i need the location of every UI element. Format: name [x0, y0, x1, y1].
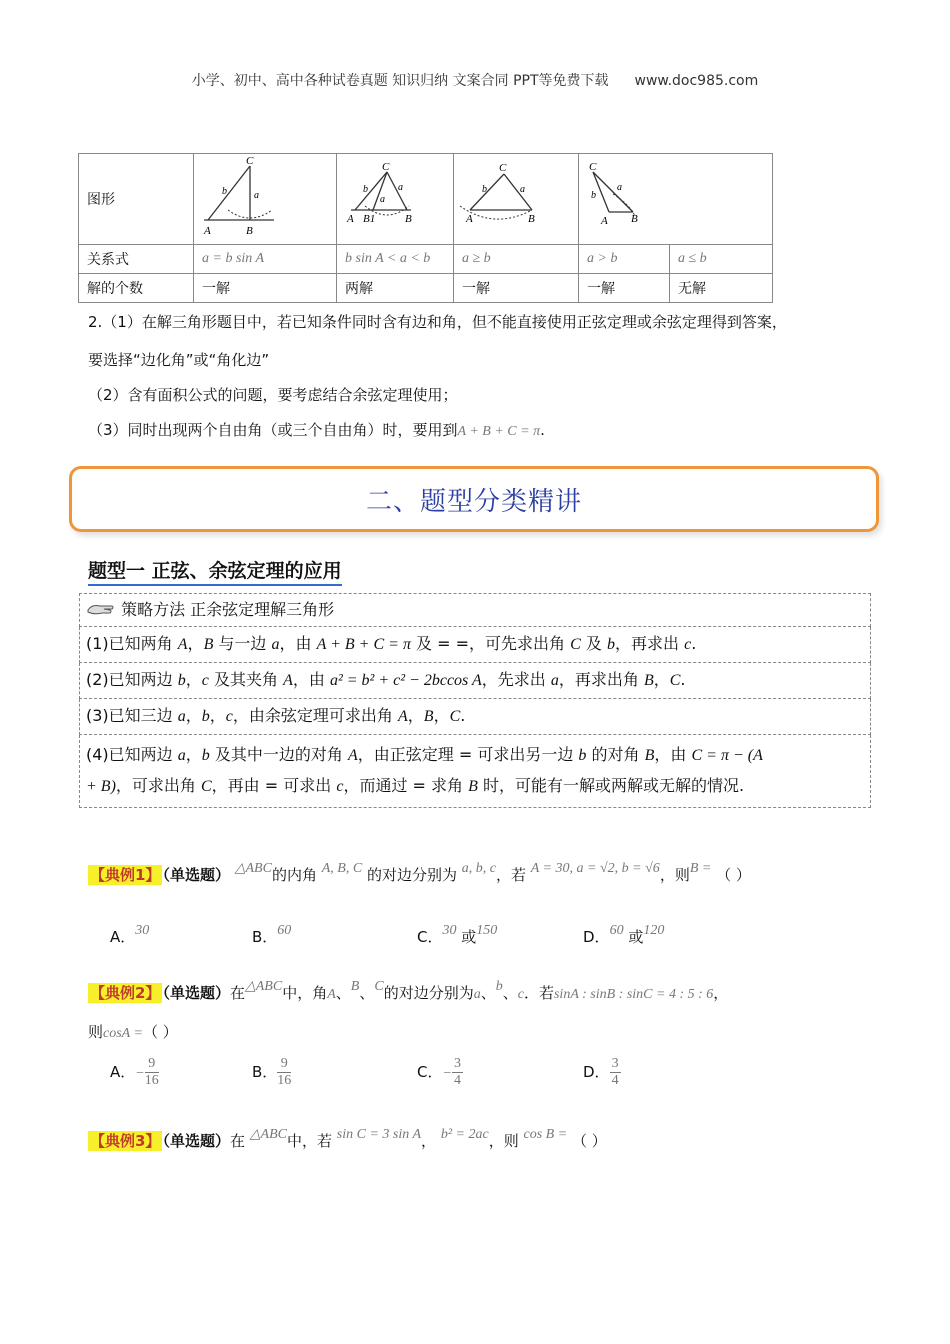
header-site[interactable]: www.doc985.com	[634, 73, 759, 89]
option-or: 或	[628, 928, 644, 946]
note-2-line-2: 要选择“边化角”或“角化边”	[88, 351, 270, 369]
fig4-label-c: C	[589, 161, 597, 173]
e1-math: A, B, C	[321, 861, 363, 876]
solution-count-table	[78, 153, 773, 303]
note-2-part-3-text: （3）同时出现两个自由角（或三个自由角）时，要用到	[88, 421, 458, 439]
fig3-label-b: b	[482, 184, 487, 195]
fig2-label-a1: a	[398, 182, 403, 193]
triangle-figure-3	[454, 154, 578, 244]
denominator: 4	[453, 1073, 461, 1088]
option-sign: −	[442, 1066, 452, 1081]
s2-text: .	[680, 670, 686, 689]
option-fraction	[452, 1056, 463, 1089]
relation-4: a > b	[579, 245, 670, 274]
s2-formula: a² = b² + c² − 2bccos A	[329, 672, 482, 689]
e2-text: 中，角	[282, 984, 328, 1002]
strategy-item-2	[79, 663, 871, 699]
s1-text: ，再求出	[615, 634, 685, 653]
s3-var: C	[449, 708, 461, 725]
option-value: 150	[476, 923, 498, 938]
e2-math: B	[350, 979, 360, 994]
e1-text: 的内角	[271, 866, 317, 884]
strategy-item-1	[79, 627, 871, 663]
header-text: 小学、初中、高中各种试卷真题 知识归纳 文案合同 PPT等免费下载	[191, 73, 609, 89]
s1-text: 及	[580, 634, 607, 653]
s4-var: B	[468, 778, 478, 795]
count-3: 一解	[454, 274, 579, 303]
s3-var: c	[225, 708, 233, 725]
e1-option-a[interactable]	[110, 923, 150, 947]
example-1-type: （单选题）	[162, 866, 230, 884]
relation-5: a ≤ b	[670, 245, 773, 274]
option-value: 120	[643, 923, 665, 938]
triangle-figure-4	[579, 154, 769, 244]
s1-var: b	[607, 636, 615, 653]
option-letter: B．	[252, 1063, 278, 1081]
s3-text: ，	[185, 706, 202, 725]
s2-text: ，由	[292, 670, 330, 689]
option-letter: D．	[583, 1063, 610, 1081]
s1-text: (1)已知两角	[86, 634, 178, 653]
figure-one-solution-obtuse	[454, 154, 579, 245]
fig2-label-b: b	[363, 184, 368, 195]
numerator: 3	[611, 1056, 619, 1071]
e1-text: 的对边分别为	[366, 866, 457, 884]
s3-text: .	[460, 706, 466, 725]
option-letter: A．	[110, 1063, 136, 1081]
numerator: 3	[453, 1056, 461, 1071]
e2-option-a[interactable]	[110, 1056, 159, 1089]
e2-text: 、	[480, 984, 496, 1002]
s3-var: A	[398, 708, 408, 725]
s4-var: b	[578, 747, 587, 764]
example-2-question	[88, 979, 729, 1003]
e2-text: 的对边分别为	[383, 984, 474, 1002]
option-fraction	[145, 1056, 159, 1089]
banner-title: 二、题型分类精讲	[365, 486, 582, 517]
e3-math: △ABC	[249, 1127, 287, 1142]
example-1-question	[88, 861, 751, 885]
e1-math: △ABC	[234, 861, 272, 876]
s4-var: C	[201, 778, 212, 795]
s4-var: a	[177, 747, 186, 764]
e2-option-b[interactable]	[252, 1056, 291, 1089]
s4-formula: + B)	[86, 778, 116, 795]
s1-text: ，由	[279, 634, 317, 653]
option-fraction	[610, 1056, 621, 1089]
option-value: 60	[609, 923, 624, 938]
strategy-item-3	[79, 699, 871, 735]
strategy-head-text: 策略方法 正余弦定理解三角形	[121, 600, 335, 619]
s4-text: 时，可能有一解或两解或无解的情况.	[477, 776, 745, 795]
fig1-label-c: C	[246, 155, 254, 167]
s1-text: .	[691, 634, 697, 653]
s1-var: A	[177, 636, 188, 653]
option-letter: A．	[110, 928, 136, 946]
s1-text: 与一边	[213, 634, 272, 653]
e3-paren: （ ）	[571, 1132, 607, 1150]
s4-text: ，而通过 = 求角	[343, 776, 469, 795]
s2-text: ，	[653, 670, 670, 689]
option-letter: B．	[252, 928, 278, 946]
e3-text: 在	[229, 1132, 245, 1150]
option-or: 或	[461, 928, 477, 946]
option-value: 60	[277, 923, 292, 938]
section-title: 题型一 正弦、余弦定理的应用	[88, 556, 342, 586]
s2-var: b	[177, 672, 186, 689]
s2-text: (2)已知两边	[86, 670, 178, 689]
numerator: 9	[277, 1056, 291, 1073]
s1-text: 及 = =，可先求出角	[410, 634, 571, 653]
fig1-label-b: b	[222, 186, 227, 197]
s1-formula: A + B + C = π	[316, 636, 411, 653]
s4-text: ，由正弦定理 = 可求出另一边	[357, 745, 579, 764]
option-value: 30	[135, 923, 150, 938]
hand-icon	[86, 601, 116, 617]
s4-var: c	[336, 778, 344, 795]
s4-text: ，	[185, 745, 202, 764]
s3-var: a	[177, 708, 186, 725]
fig3-label-B: B	[528, 213, 535, 225]
s4-text: (4)已知两边	[86, 745, 178, 764]
s4-text: 及其中一边的对角	[209, 745, 348, 764]
relation-2: b sin A < a < b	[337, 245, 454, 274]
e1-option-b[interactable]	[252, 923, 292, 947]
s2-var: C	[669, 672, 681, 689]
s3-text: ，	[209, 706, 226, 725]
fig2-label-B1: B1	[363, 213, 376, 225]
page-header	[0, 70, 950, 90]
s4-var: B	[644, 747, 655, 764]
example-3-question	[88, 1127, 607, 1151]
e3-math: sin C = 3 sin A	[336, 1127, 422, 1142]
s1-var: C	[570, 636, 581, 653]
option-value: 30	[442, 923, 457, 938]
e1-math: a, b, c	[461, 861, 496, 876]
e3-math: b² = 2ac	[440, 1127, 489, 1142]
triangle-figure-2	[337, 154, 453, 244]
e2-paren: （ ）	[142, 1023, 178, 1041]
denominator: 16	[277, 1073, 292, 1088]
e2-text: 在	[229, 984, 245, 1002]
s2-text: ，先求出	[481, 670, 551, 689]
fig4-label-A: A	[601, 215, 608, 227]
count-1: 一解	[194, 274, 337, 303]
e1-math: B =	[689, 861, 712, 876]
fig3-label-c: C	[499, 162, 507, 174]
triangle-figure-1	[194, 154, 336, 244]
strategy-head	[79, 593, 871, 627]
e1-option-c[interactable]	[417, 923, 498, 947]
note-2-line-1: 2.（1）在解三角形题目中，若已知条件同时含有边和角，但不能直接使用正弦定理或余弦定理得到答案，	[88, 313, 787, 331]
e3-text: ，则	[488, 1132, 519, 1150]
s2-text: 及其夹角	[208, 670, 284, 689]
s1-var: B	[203, 636, 214, 653]
e2-text: ，	[713, 984, 729, 1002]
s3-var: B	[423, 708, 434, 725]
e1-text: ，若	[496, 866, 527, 884]
s4-var: b	[201, 747, 210, 764]
s3-text: (3)已知三边	[86, 706, 178, 725]
fig1-label-A: A	[204, 225, 211, 237]
fig3-label-A: A	[466, 213, 473, 225]
fig1-label-B: B	[246, 225, 253, 237]
s4-var: A	[347, 747, 358, 764]
e2-option-c[interactable]	[417, 1056, 463, 1089]
s3-text: ，由余弦定理可求出角	[232, 706, 398, 725]
option-fraction	[277, 1056, 291, 1089]
e3-math: cos B =	[523, 1127, 568, 1142]
count-5: 无解	[670, 274, 773, 303]
example-3-type: （单选题）	[162, 1132, 230, 1150]
e2-line2-text: 则	[88, 1023, 104, 1041]
note-2-part-3-end: .	[540, 421, 545, 439]
s1-text: ，	[187, 634, 204, 653]
e2-option-d[interactable]	[583, 1056, 621, 1089]
figure-one-solution-right	[194, 154, 337, 245]
example-2-type: （单选题）	[162, 984, 230, 1002]
strategy-box	[79, 593, 871, 808]
e2-math: sinA : sinB : sinC = 4 : 5 : 6	[553, 987, 714, 1002]
e3-text: 中，若	[286, 1132, 332, 1150]
strategy-item-4	[79, 735, 871, 808]
s4-formula: C = π − (A	[691, 747, 763, 764]
e2-math: A	[327, 987, 336, 1002]
denominator: 16	[144, 1073, 159, 1088]
figure-two-solutions	[337, 154, 454, 245]
s2-var: A	[283, 672, 293, 689]
s4-text: ，由	[654, 745, 692, 764]
e2-math: C	[374, 979, 384, 994]
denominator: 4	[611, 1073, 619, 1088]
e2-text: ．若	[523, 984, 554, 1002]
example-2-line-2	[88, 1021, 178, 1042]
fig3-label-a: a	[520, 184, 525, 195]
numerator: 9	[145, 1056, 159, 1073]
note-2-part-3	[88, 419, 545, 440]
e3-text: ，	[421, 1132, 437, 1150]
count-2: 两解	[337, 274, 454, 303]
section-banner	[69, 466, 879, 532]
s2-var: a	[550, 672, 559, 689]
fig2-label-c: C	[382, 161, 390, 173]
fig2-label-A: A	[347, 213, 354, 225]
e2-math: c	[517, 987, 524, 1002]
option-letter: D．	[583, 928, 610, 946]
option-sign: −	[135, 1066, 145, 1081]
e1-text: ，则	[659, 866, 690, 884]
fig4-label-B: B	[631, 213, 638, 225]
fig4-label-a: a	[617, 182, 622, 193]
row-label-figure: 图形	[79, 154, 194, 245]
s4-text: 的对角	[586, 745, 645, 764]
row-label-relation: 关系式	[79, 245, 194, 274]
note-2-part-3-math: A + B + C = π	[457, 424, 541, 439]
s4-text: ，可求出角	[115, 776, 201, 795]
option-letter: C．	[417, 1063, 443, 1081]
e1-math: A = 30	[530, 861, 570, 876]
e2-math: b	[495, 979, 503, 994]
relation-1: a = b sin A	[194, 245, 337, 274]
example-1-tag: 【典例1】	[90, 866, 161, 884]
s1-var: c	[684, 636, 692, 653]
s2-text: ，	[185, 670, 202, 689]
s1-var: a	[271, 636, 280, 653]
figure-right-cell	[579, 154, 773, 245]
e2-math: a	[473, 987, 481, 1002]
count-4: 一解	[579, 274, 670, 303]
e1-paren: （ ）	[716, 866, 751, 884]
relation-3: a ≥ b	[454, 245, 579, 274]
row-label-count: 解的个数	[79, 274, 194, 303]
e2-math: △ABC	[244, 979, 283, 994]
s2-text: ，再求出角	[558, 670, 644, 689]
e1-math: , a = √2, b = √6	[569, 861, 660, 876]
s2-var: B	[643, 672, 654, 689]
example-3-tag: 【典例3】	[90, 1132, 161, 1150]
fig2-label-B: B	[405, 213, 412, 225]
fig1-label-a: a	[254, 190, 259, 201]
fig4-label-b: b	[591, 190, 596, 201]
option-letter: C．	[417, 928, 443, 946]
e2-text: 、	[359, 984, 375, 1002]
e2-line2-math: cosA =	[103, 1026, 143, 1041]
example-2-tag: 【典例2】	[90, 984, 161, 1002]
e2-text: 、	[335, 984, 351, 1002]
e2-text: 、	[502, 984, 518, 1002]
fig2-label-a2: a	[380, 194, 385, 205]
e1-option-d[interactable]	[583, 923, 665, 947]
s3-var: b	[201, 708, 210, 725]
s3-text: ，	[407, 706, 424, 725]
s4-text: ，再由 = 可求出	[211, 776, 337, 795]
s2-var: c	[201, 672, 209, 689]
s3-text: ，	[433, 706, 450, 725]
note-2-part-2: （2）含有面积公式的问题，要考虑结合余弦定理使用；	[88, 386, 458, 404]
